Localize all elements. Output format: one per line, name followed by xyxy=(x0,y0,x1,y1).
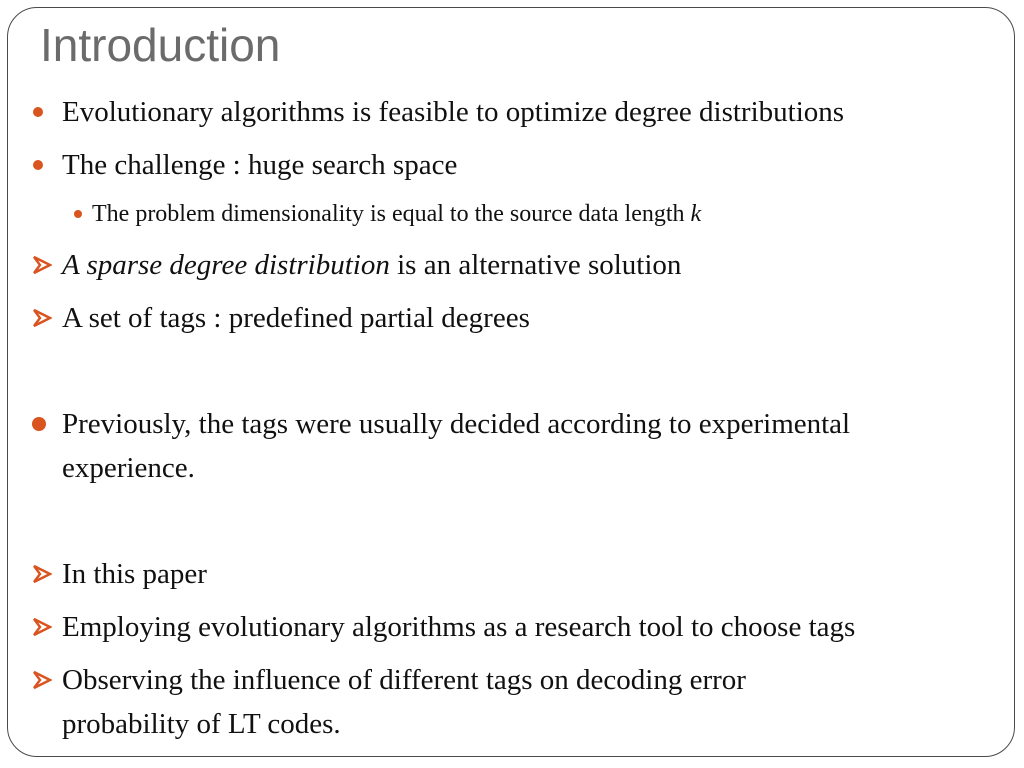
arrow-item-italic: A sparse degree distribution xyxy=(62,249,390,281)
slide-title: Introduction xyxy=(40,19,281,71)
bullet-dot-icon xyxy=(33,160,43,170)
arrow-bullet-icon xyxy=(32,617,52,637)
arrow-bullet-icon xyxy=(32,308,52,328)
bullet-item-3-line-2: experience. xyxy=(62,452,195,484)
sub-bullet-item-1 xyxy=(92,198,992,230)
arrow-bullet-icon xyxy=(32,564,52,584)
arrow-item-3: In this paper xyxy=(62,558,207,590)
arrow-item-text: is an alternative solution xyxy=(389,249,682,281)
arrow-bullet-icon xyxy=(32,255,52,275)
arrow-item-2: A set of tags : predefined partial degrees xyxy=(62,302,530,334)
arrow-bullet-icon xyxy=(32,670,52,690)
arrow-item-5-line-1: Observing the influence of different tags on decoding error xyxy=(62,664,746,696)
sub-bullet-text: The problem dimensionality is equal to the source data length xyxy=(92,201,691,227)
sub-bullet-variable: k xyxy=(690,201,702,227)
arrow-item-5-line-2: probability of LT codes. xyxy=(62,708,341,740)
arrow-item-4: Employing evolutionary algorithms as a research tool to choose tags xyxy=(62,611,856,643)
arrow-item-1 xyxy=(62,243,992,287)
bullet-dot-icon xyxy=(32,417,46,431)
sub-bullet-dot-icon xyxy=(74,210,82,218)
bullet-dot-icon xyxy=(33,107,43,117)
bullet-item-3-line-1: Previously, the tags were usually decided according to experimental xyxy=(62,408,851,440)
bullet-item-2: The challenge : huge search space xyxy=(62,149,458,181)
bullet-item-1: Evolutionary algorithms is feasible to optimize degree distributions xyxy=(62,96,845,128)
